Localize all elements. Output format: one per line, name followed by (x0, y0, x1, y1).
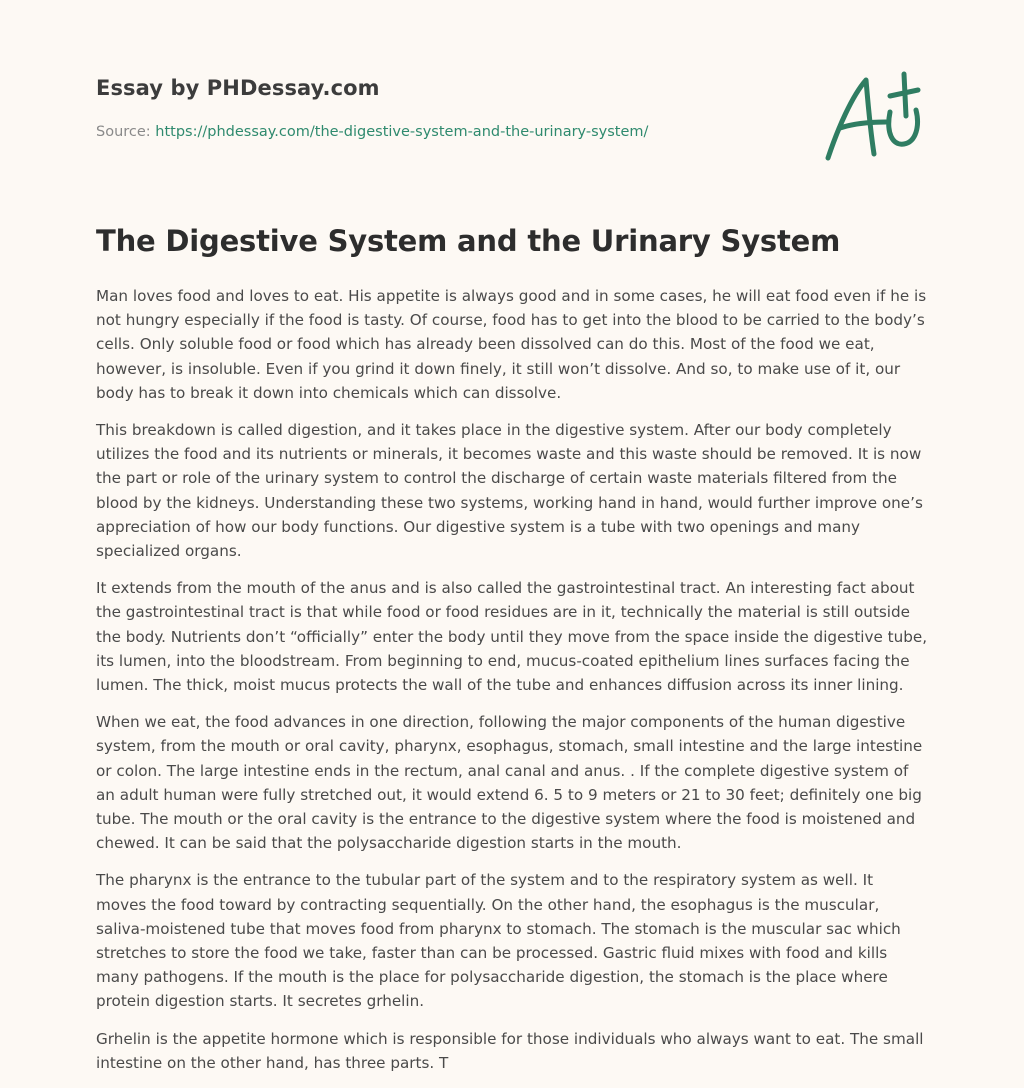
site-brand: Essay by PHDessay.com (96, 76, 380, 100)
source-label: Source: (96, 124, 156, 140)
source-line (96, 124, 648, 140)
essay-paragraph: Grhelin is the appetite hormone which is responsible for those individuals who always want to eat. The small intestine on the other hand, has three parts. T (96, 1029, 924, 1072)
essay-paragraph: It extends from the mouth of the anus and is also called the gastrointestinal tract. An interesting fact about the gastrointestinal tract is that while food or food residues are in it, technically the material is still outside the body. Nutrients don’t “officially” enter the body until they move from the space inside the digestive tube, its lumen, into the bloodstream. From beginning to end, mucus-coated epithelium lines surfaces facing the lumen. The thick, moist mucus protects the wall of the tube and enhances diffusion across its inner lining. (96, 579, 928, 695)
essay-paragraph: Man loves food and loves to eat. His appetite is always good and in some cases, he will eat food even if he is not hungry especially if the food is tasty. Of course, food has to get into the blood to be carried to the body’s cells. Only soluble food or food which has already been dissolved can do this. Most of the food we eat, however, is insoluble. Even if you grind it down finely, it still won’t dissolve. And so, to make use of it, our body has to break it down into chemicals which can dissolve. (96, 287, 927, 402)
essay-paragraph: The pharynx is the entrance to the tubular part of the system and to the respiratory system as well. It moves the food toward by contracting sequentially. On the other hand, the esophagus is the muscular, saliva-moistened tube that moves food from pharynx to stomach. The stomach is the muscular sac which stretches to store the food we take, faster than can be processed. Gastric fluid mixes with food and kills many pathogens. If the mouth is the place for polysaccharide digestion, the stomach is the place where protein digestion starts. It secretes grhelin. (96, 871, 901, 1011)
a-plus-grade-icon (820, 66, 930, 166)
essay-body (96, 284, 928, 1088)
source-link[interactable]: https://phdessay.com/the-digestive-system-and-the-urinary-system/ (155, 124, 649, 140)
essay-paragraph: This breakdown is called digestion, and it takes place in the digestive system. After our body completely utilizes the food and its nutrients or minerals, it becomes waste and this waste should be removed. It is now the part or role of the urinary system to control the discharge of certain waste materials filtered from the blood by the kidneys. Understanding these two systems, working hand in hand, would further improve one’s appreciation of how our body functions. Our digestive system is a tube with two openings and many specialized organs. (96, 421, 923, 561)
essay-paragraph: When we eat, the food advances in one direction, following the major components of the human digestive system, from the mouth or oral cavity, pharynx, esophagus, stomach, small intestine and the large intestine or colon. The large intestine ends in the rectum, anal canal and anus. . If the complete digestive system of an adult human were fully stretched out, it would extend 6. 5 to 9 meters or 21 to 30 feet; definitely one big tube. The mouth or the oral cavity is the entrance to the digestive system where the food is moistened and chewed. It can be said that the polysaccharide digestion starts in the mouth. (96, 713, 923, 853)
essay-title: The Digestive System and the Urinary System (96, 224, 841, 258)
